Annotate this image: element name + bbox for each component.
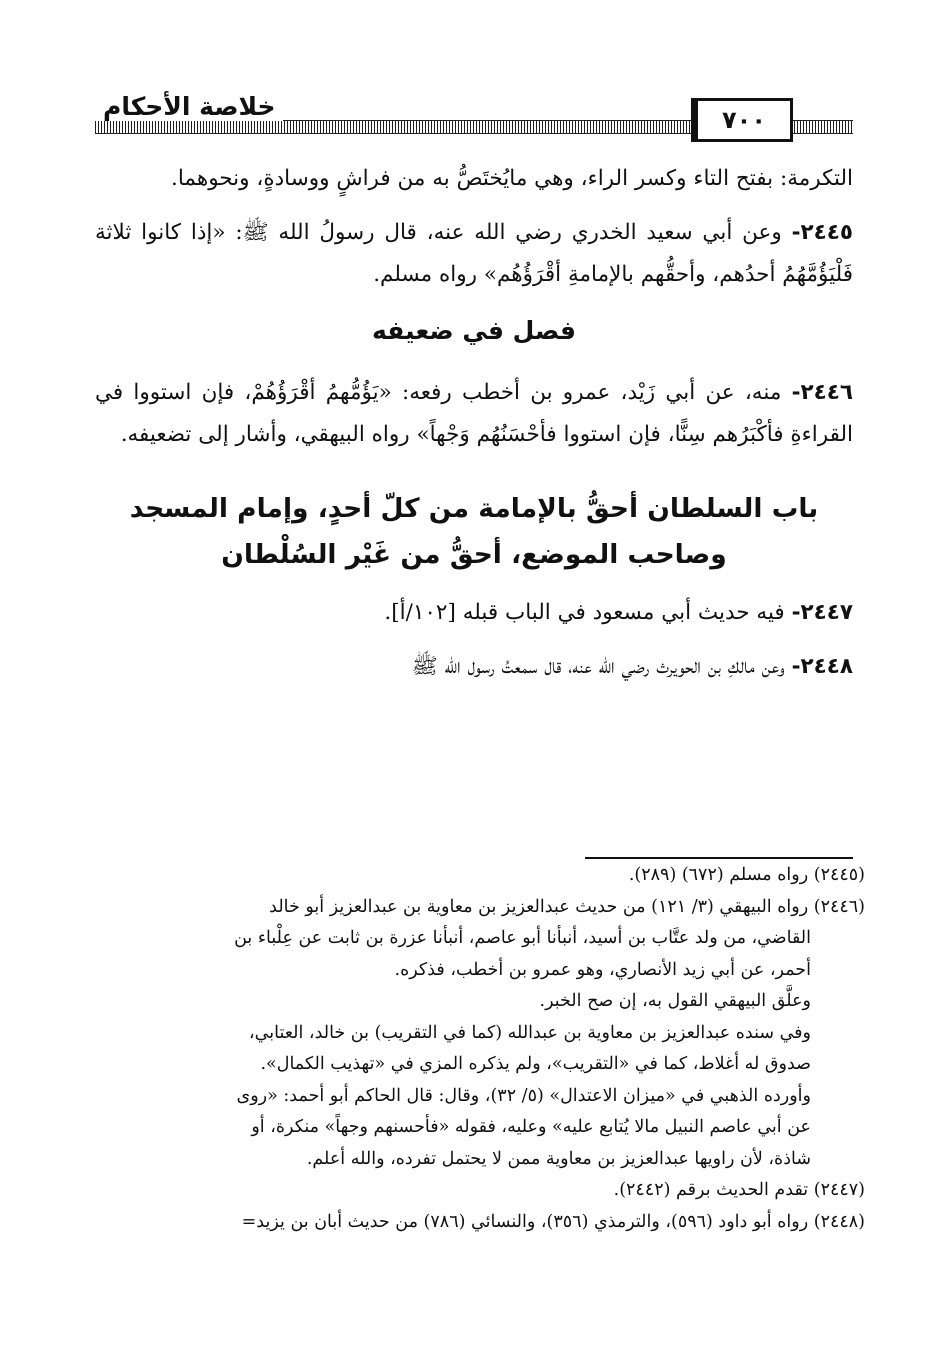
hadith-2448 xyxy=(95,646,853,688)
footnote-separator xyxy=(585,857,853,859)
chapter-title-line: وصاحب الموضع، أحقُّ من غَيْر السُلْطان xyxy=(221,539,727,570)
hadith-2446 xyxy=(95,372,853,456)
chapter-title xyxy=(95,486,853,578)
footnote-2446-line: أحمر، عن أبي زيد الأنصاري، وهو عمرو بن أخطب، فذكره. xyxy=(394,959,811,980)
page-header xyxy=(95,92,853,140)
footnote-2446-line: شاذة، لأن راويها عبدالعزيز بن معاوية ممن لا يحتمل تفرده، والله أعلم. xyxy=(306,1148,811,1169)
footnote-2446-line: صدوق له أغلاط، كما في «التقريب»، ولم يذكره المزي في «تهذيب الكمال». xyxy=(260,1054,811,1074)
hadith-2447 xyxy=(95,592,853,634)
footnote-2447: (٢٤٤٧) تقدم الحديث برقم (٢٤٤٢). xyxy=(613,1180,865,1200)
footnote-2446-line: وفي سنده عبدالعزيز بن معاوية بن عبدالله (كما في التقريب) بن خالد، العتابي، xyxy=(249,1022,811,1043)
footnote-2446-line: عن أبي عاصم النبيل مالا يُتابع عليه» وعليه، فقوله «فأحسنهم وجهاً» منكرة، أو xyxy=(251,1117,811,1137)
paragraph-takrima: التكرمة: بفتح التاء وكسر الراء، وهي مايُختَصُّ به من فراشٍ ووسادةٍ، ونحوهما. xyxy=(171,166,853,191)
footnote-2448: (٢٤٤٨) رواه أبو داود (٥٩٦)، والترمذي (٣٥٦)، والنسائي (٧٨٦) من حديث أبان بن يزيد= xyxy=(241,1211,865,1232)
footnote-2446-line: وعلَّق البيهقي القول به، إن صح الخبر. xyxy=(539,991,811,1011)
footnote-2445: (٢٤٤٥) رواه مسلم (٦٧٢) (٢٨٩). xyxy=(628,865,865,885)
section-heading: فصل في ضعيفه xyxy=(371,316,577,345)
hadith-text: فيه حديث أبي مسعود في الباب قبله [١٠٢/أ]. xyxy=(384,600,792,625)
page-number: ٧٠٠ xyxy=(695,98,793,142)
hadith-number: ٢٤٤٦- xyxy=(791,380,853,405)
running-title: خلاصة الأحكام xyxy=(95,92,283,121)
footnote-2446-line: القاضي، من ولد عتَّاب بن أسيد، أنبأنا أبو عاصم، أنبأنا عزرة بن ثابت عن عِلْباء بن xyxy=(234,928,811,948)
hadith-number: ٢٤٤٨- xyxy=(791,654,853,679)
hadith-text: وعن أبي سعيد الخدري رضي الله عنه، قال رسولُ الله ﷺ: «إذا كانوا ثلاثة فَلْيَؤُمَّهُمُ أحدُهم، وأحقُّهم بالإمامةِ أقْرَؤُهُم» رواه مسلم. xyxy=(95,220,853,287)
footnote-2446-line: وأورده الذهبي في «ميزان الاعتدال» (٥/ ٣٢)، وقال: قال الحاكم أبو أحمد: «روى xyxy=(236,1085,811,1106)
footnote-2446-line: (٢٤٤٦) رواه البيهقي (٣/ ١٢١) من حديث عبدالعزيز بن معاوية بن عبدالعزيز أبو خالد xyxy=(269,896,865,917)
hadith-number: ٢٤٤٥- xyxy=(791,220,853,245)
hadith-2445 xyxy=(95,212,853,296)
hadith-text: وعن مالكِ بن الحويرث رضي الله عنه، قال سمعتُ رسول الله ﷺ xyxy=(411,654,792,679)
hadith-text: منه، عن أبي زَيْد، عمرو بن أخطب رفعه: «يَؤُمُّهمُ أقْرَؤُهُمْ، فإن استووا في القراءةِ فأكْبَرُهم سِنًّا، فإن استووا فأحْسَنُهُم وَجْهاً» رواه البيهقي، وأشار إلى تضعيفه. xyxy=(95,380,853,447)
hadith-number: ٢٤٤٧- xyxy=(791,600,853,625)
footnotes xyxy=(95,860,865,1238)
main-text xyxy=(95,158,853,700)
chapter-title-line: باب السلطان أحقُّ بالإمامة من كلّ أحدٍ، وإمام المسجد xyxy=(129,493,819,524)
